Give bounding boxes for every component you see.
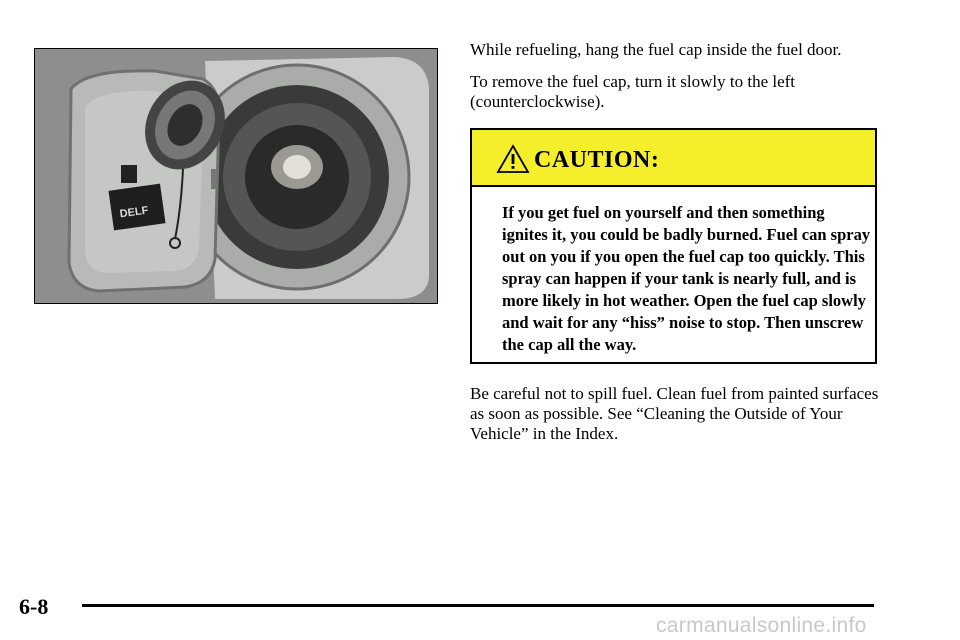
door-label-small [121, 165, 137, 183]
caution-header [472, 130, 875, 187]
paragraph-spill-warning: Be careful not to spill fuel. Clean fuel from painted surfaces as soon as possible. See “Cleaning the Outside of Your Vehicle” in the Index. [470, 384, 879, 443]
paragraph-remove-cap: To remove the fuel cap, turn it slowly to the left (counterclockwise). [470, 72, 796, 111]
caution-box [470, 128, 877, 364]
warning-triangle-icon [496, 144, 530, 174]
caution-body: If you get fuel on yourself and then something ignites it, you could be badly burned. Fuel can spray out on you if you open the fuel cap too quickly. This spray can happen if your tank is nearly full, and is more likely in hot weather. Open the fuel cap slowly and wait for any “hiss” noise to stop. Then unscrew the cap all the way. [502, 203, 871, 354]
hinge [211, 169, 217, 189]
fuel-door-photo [34, 48, 438, 304]
page-number: 6-8 [19, 594, 49, 619]
paragraph-hang-cap: While refueling, hang the fuel cap inside the fuel door. [470, 40, 842, 59]
watermark: carmanualsonline.info [656, 614, 867, 637]
caution-title: CAUTION: [534, 147, 660, 173]
door-label-text: DELF [119, 204, 150, 221]
fuel-door-illustration [35, 49, 438, 304]
filler-highlight [283, 155, 311, 179]
footer-rule [82, 604, 874, 607]
